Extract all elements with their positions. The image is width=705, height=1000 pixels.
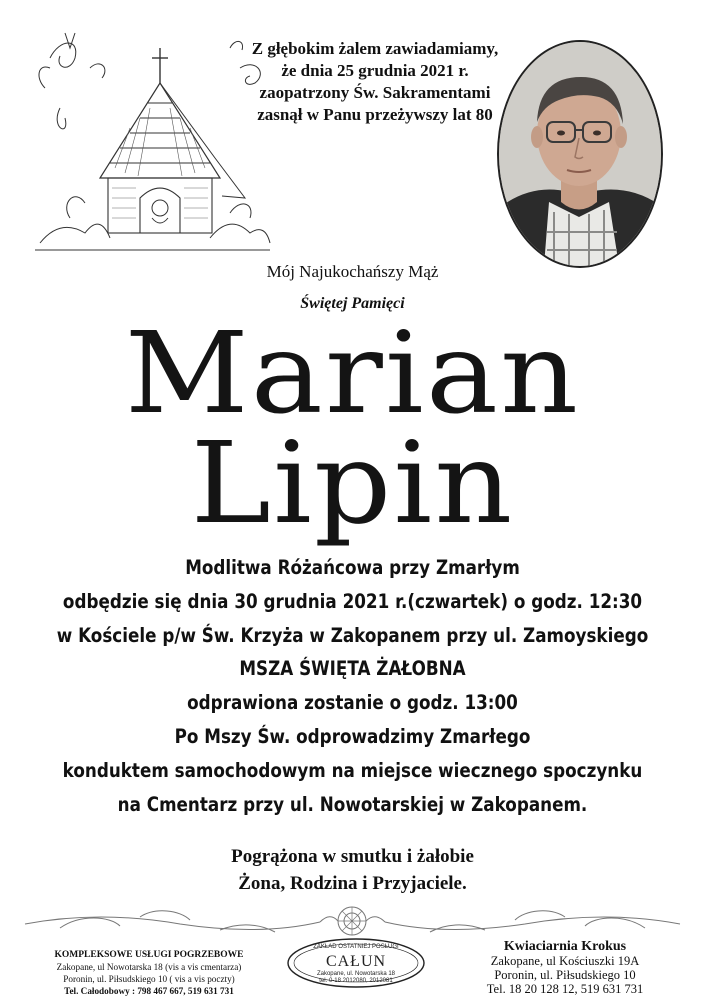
intro-line-3: zaopatrzony Św. Sakramentami <box>259 83 491 102</box>
florist-address-2: Poronin, ul. Piłsudskiego 10 <box>494 968 636 982</box>
funeral-service-info <box>20 949 278 997</box>
service-line-5: odprawiona zostanie o godz. 13:00 <box>187 691 518 715</box>
service-details <box>0 551 705 821</box>
florist-info <box>440 940 690 996</box>
deceased-first-name: Marian <box>124 309 581 439</box>
logo-brand: CAŁUN <box>325 953 387 970</box>
funeral-service-address-1: Zakopane, ul Nowotarska 18 (vis a vis cmentarza) <box>56 962 242 972</box>
deceased-last-name: Lipin <box>190 419 515 549</box>
florist-phone: Tel. 18 20 128 12, 519 631 731 <box>486 982 644 996</box>
service-line-8: na Cmentarz przy ul. Nowotarskiej w Zakopanem. <box>117 792 588 816</box>
service-line-3: w Kościele p/w Św. Krzyża w Zakopanem przy ul. Zamoyskiego <box>56 623 649 647</box>
announcement-intro <box>240 38 510 126</box>
florist-title: Kwiaciarnia Krokus <box>503 939 627 954</box>
service-line-2: odbędzie się dnia 30 grudnia 2021 r.(czwartek) o godz. 12:30 <box>62 589 643 613</box>
funeral-service-phone: Tel. Całodobowy : 798 467 667, 519 631 731 <box>64 986 234 996</box>
mourners <box>0 843 705 897</box>
deceased-portrait <box>497 40 663 268</box>
service-line-4: MSZA ŚWIĘTA ŻAŁOBNA <box>239 657 466 681</box>
logo-phone: tel. 0-18 2012080, 2012081 <box>319 978 393 984</box>
funeral-service-address-2: Poronin, ul. Piłsudskiego 10 ( vis a vis poczty) <box>63 974 235 984</box>
intro-line-1: Z głębokim żalem zawiadamiamy, <box>251 39 499 58</box>
chapel-sketch-icon <box>30 28 275 256</box>
calun-logo <box>286 937 426 989</box>
florist-address-1: Zakopane, ul Kościuszki 19A <box>490 954 640 968</box>
service-line-7: konduktem samochodowym na miejsce wiecznego spoczynku <box>62 758 643 782</box>
intro-line-4: zasnął w Panu przeżywszy lat 80 <box>257 105 493 124</box>
mourners-line-1: Pogrążona w smutku i żałobie <box>231 846 474 867</box>
service-line-6: Po Mszy Św. odprowadzimy Zmarłego <box>174 724 531 748</box>
intro-line-2: że dnia 25 grudnia 2021 r. <box>281 61 469 80</box>
memorial-line: Świętej Pamięci <box>300 295 405 312</box>
portrait-photo-icon <box>499 42 661 266</box>
funeral-service-title: KOMPLEKSOWE USŁUGI POGRZEBOWE <box>54 950 244 960</box>
relation-line: Mój Najukochańszy Mąż <box>266 262 439 281</box>
service-line-1: Modlitwa Różańcowa przy Zmarłym <box>185 556 520 579</box>
logo-address: Zakopane, ul. Nowotarska 18 <box>316 971 396 977</box>
logo-arc-text: ZAKŁAD OSTATNIEJ POSŁUGI <box>313 944 399 950</box>
mourners-line-2: Żona, Rodzina i Przyjaciele. <box>238 873 467 894</box>
ornament-divider-icon <box>20 902 685 940</box>
